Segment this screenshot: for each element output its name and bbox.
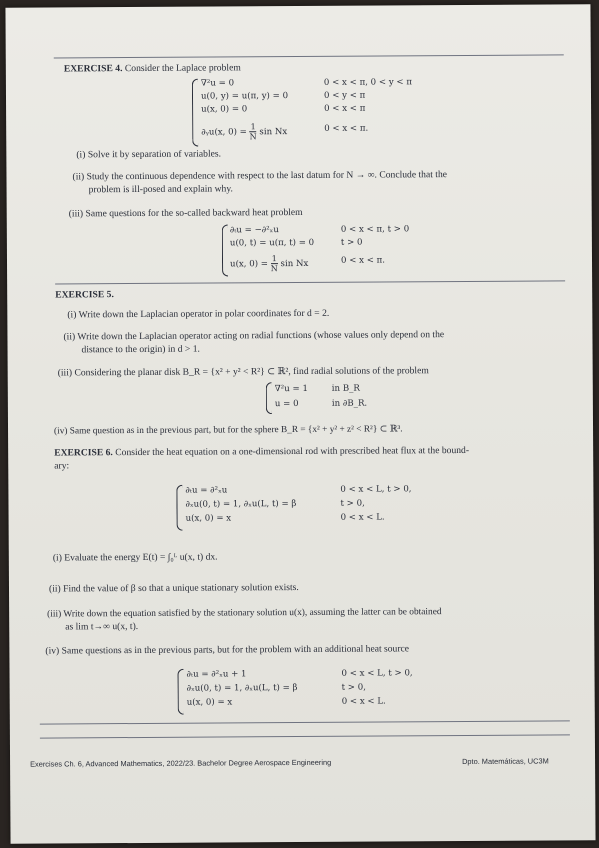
left-brace <box>192 79 198 147</box>
equation-domain: 0 < x < π, 0 < y < π <box>323 77 413 88</box>
exercise-6-item-iii: (iii) Write down the equation satisfied by the stationary solution u(x), assuming the latter can be obtained <box>47 607 442 620</box>
equation-line: ∂ₜu = ∂²ₓu + 1 <box>186 669 247 680</box>
exercise-4-heading: EXERCISE 4. <box>63 63 123 75</box>
equation-line: ∂ₓu(0, t) = 1, ∂ₓu(L, t) = β <box>185 499 297 510</box>
equation-line: ∂ᵧu(x, 0) = $\frac{1}{N}$ sin Nx <box>201 122 288 142</box>
equation-line: u(0, t) = u(π, t) = 0 <box>229 237 315 249</box>
exercise-6-item-ii: (ii) Find the value of β so that a unique stationary solution exists. <box>48 582 299 595</box>
section-rule <box>55 280 565 284</box>
equation-domain: t > 0 <box>340 237 363 248</box>
exercise-6-intro: Consider the heat equation on a one-dimensional rod with prescribed heat flux at the bound- <box>115 444 470 459</box>
left-brace <box>266 382 272 414</box>
equation-line: ∂ₜu = −∂²ₓu <box>229 225 279 236</box>
bottom-rule <box>40 720 570 724</box>
equation-domain: 0 < x < π, t > 0 <box>340 224 410 235</box>
equation-domain: 0 < x < π <box>324 103 366 114</box>
bottom-rule <box>40 734 570 738</box>
exercise-6-item-iii-cont: as lim t→∞ u(x, t). <box>65 620 139 633</box>
equation-domain: 0 < x < L, t > 0, <box>341 668 413 679</box>
left-brace <box>177 669 183 715</box>
equation-domain: in ∂B_R. <box>331 398 368 409</box>
exercise-4-item-ii: (ii) Study the continuous dependence with respect to the last datum for N → ∞. Conclude that the <box>72 169 448 183</box>
exercise-5-item-iv: (iv) Same question as in the previous part, but for the sphere B_R = {x² + y² + z² < R²} ⊂ ℝ³. <box>54 424 403 437</box>
exercise-5-item-ii: (ii) Write down the Laplacian operator acting on radial functions (whose values only depend on the <box>63 329 445 343</box>
equation-line: u(x, 0) = x <box>185 513 232 524</box>
fraction: $\frac{1}{N}$ <box>270 254 278 274</box>
equation-domain: t > 0, <box>340 498 365 509</box>
equation-line: u(x, 0) = 0 <box>201 104 248 115</box>
exercise-6-heading: EXERCISE 6. <box>54 447 113 459</box>
equation-domain: 0 < x < L, t > 0, <box>340 484 412 495</box>
equation-line: ∇²u = 0 <box>200 78 235 89</box>
equation-line: ∂ₜu = ∂²ₓu <box>185 485 228 496</box>
equation-line: ∇²u = 1 <box>274 383 308 395</box>
equation-line: u(0, y) = u(π, y) = 0 <box>200 91 289 102</box>
exercise-6-header <box>54 445 469 460</box>
document-page <box>5 4 595 844</box>
top-rule <box>54 54 564 58</box>
equation-domain: in B_R <box>331 383 360 394</box>
fraction: $\frac{1}{N}$ <box>249 122 257 142</box>
equation-domain: 0 < x < π. <box>324 123 369 134</box>
exercise-4-item-i: (i) Solve it by separation of variables. <box>76 148 222 161</box>
exercise-6-item-iv: (iv) Same questions as in the previous parts, but for the problem with an additional heat source <box>45 643 410 657</box>
equation-line: u(x, 0) = $\frac{1}{N}$ sin Nx <box>229 254 309 274</box>
exercise-6-intro-cont: ary: <box>54 460 70 472</box>
equation-domain: 0 < x < L. <box>340 512 385 523</box>
exercise-4-item-iii: (iii) Same questions for the so-called backward heat problem <box>68 206 303 220</box>
equation-domain: 0 < y < π <box>323 90 366 101</box>
equation-domain: 0 < x < π. <box>340 255 386 266</box>
exercise-5-heading: EXERCISE 5. <box>55 289 114 301</box>
left-brace <box>222 224 228 276</box>
footer-left: Exercises Ch. 6, Advanced Mathematics, 2022/23. Bachelor Degree Aerospace Engineering <box>30 757 332 769</box>
equation-domain: t > 0, <box>341 682 366 693</box>
equation-domain: 0 < x < L. <box>341 696 386 707</box>
equation-line: ∂ₓu(0, t) = 1, ∂ₓu(L, t) = β <box>186 683 298 694</box>
footer-right: Dpto. Matemáticas, UC3M <box>462 756 549 767</box>
left-brace <box>176 485 182 531</box>
equation-line: u = 0 <box>274 399 299 410</box>
equation-line: u(x, 0) = x <box>186 697 233 708</box>
exercise-5-item-iii: (iii) Considering the planar disk B_R = {x² + y² < R²} ⊂ ℝ², find radial solutions of the problem <box>57 365 429 379</box>
exercise-4-item-ii-cont: problem is ill-posed and explain why. <box>88 183 233 196</box>
exercise-4-header <box>64 62 241 75</box>
exercise-5-item-i: (i) Write down the Laplacian operator in polar coordinates for d = 2. <box>67 307 330 321</box>
exercise-4-intro: Consider the Laplace problem <box>124 62 241 75</box>
exercise-6-item-i: (i) Evaluate the energy E(t) = ∫₀ᴸ u(x, t) dx. <box>52 551 218 564</box>
exercise-5-item-ii-cont: distance to the origin) in d > 1. <box>81 343 200 356</box>
